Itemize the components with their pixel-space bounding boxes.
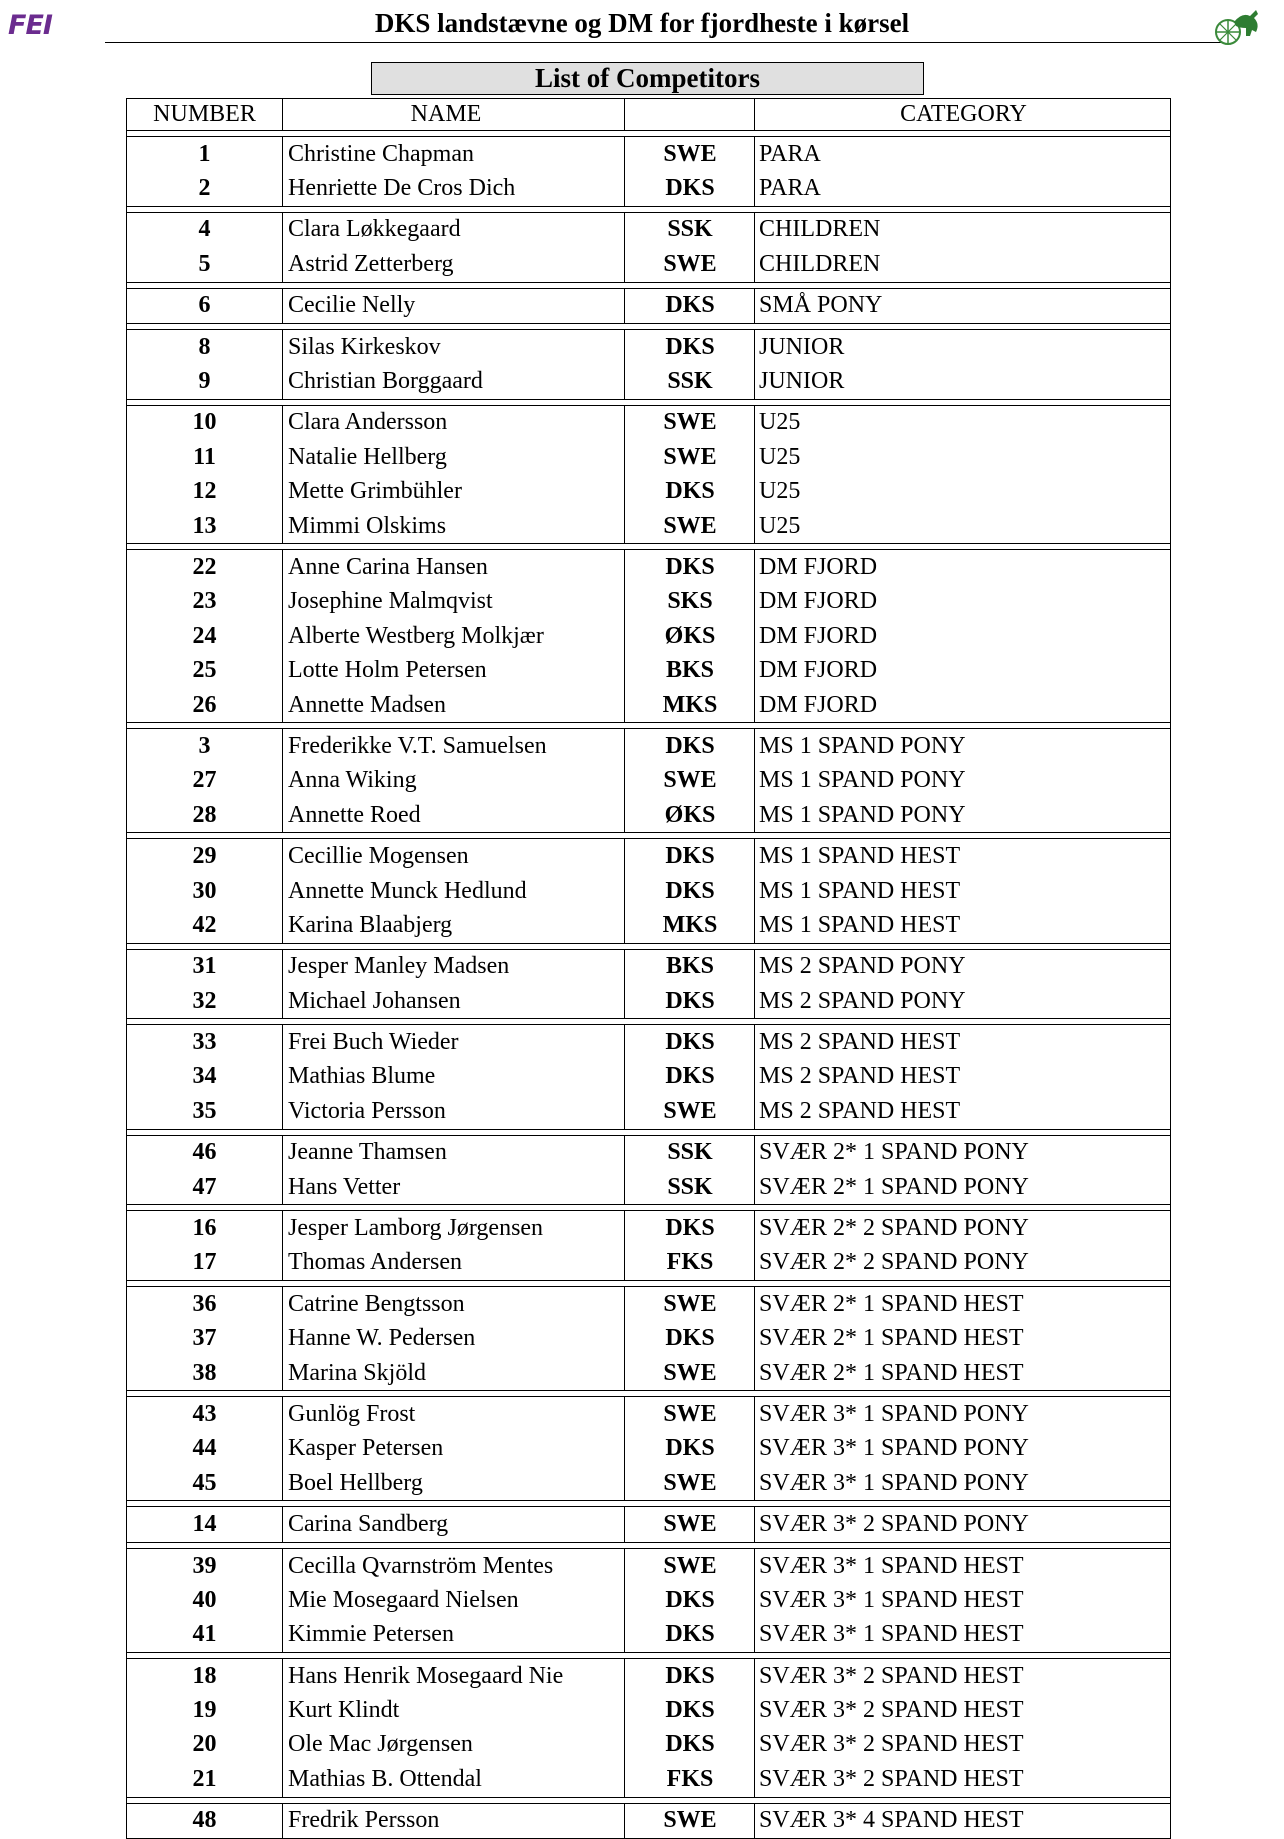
competitor-name: Alberte Westberg Molkjær bbox=[288, 622, 544, 649]
competitor-nation: DKS bbox=[665, 1697, 715, 1724]
competitor-number: 43 bbox=[192, 1400, 217, 1427]
competitor-groups bbox=[126, 131, 1171, 1839]
competitor-number: 11 bbox=[193, 443, 216, 470]
competitor-nation: DKS bbox=[665, 877, 715, 904]
competitor-number: 34 bbox=[192, 1063, 217, 1090]
competitor-number: 42 bbox=[192, 911, 217, 938]
competitor-nation: SWE bbox=[663, 1807, 717, 1834]
competitor-number: 9 bbox=[198, 368, 211, 395]
column-header-name: NAME bbox=[410, 101, 482, 127]
competitor-nation: DKS bbox=[665, 987, 715, 1014]
competitor-name: Jesper Manley Madsen bbox=[288, 953, 510, 980]
competitor-category: DM FJORD bbox=[759, 588, 878, 615]
competitor-name: Kasper Petersen bbox=[288, 1435, 444, 1462]
competitor-nation: DKS bbox=[665, 1731, 715, 1758]
table-row bbox=[127, 1549, 1170, 1583]
list-title: List of Competitors bbox=[371, 62, 924, 95]
table-row bbox=[127, 653, 1170, 687]
competitor-name: Marina Skjöld bbox=[288, 1359, 426, 1386]
table-row bbox=[127, 619, 1170, 653]
table-row bbox=[127, 364, 1170, 398]
competitor-category: SVÆR 3* 2 SPAND PONY bbox=[759, 1511, 1029, 1538]
competitor-name: Cecillie Mogensen bbox=[288, 843, 469, 870]
competitor-name: Boel Hellberg bbox=[288, 1469, 423, 1496]
competitor-nation: BKS bbox=[665, 953, 715, 980]
table-row bbox=[127, 137, 1170, 171]
competitor-name: Anne Carina Hansen bbox=[288, 553, 488, 580]
competitor-name: Hanne W. Pedersen bbox=[288, 1325, 476, 1352]
competitor-group bbox=[126, 1506, 1171, 1542]
table-row bbox=[127, 984, 1170, 1018]
table-row bbox=[127, 585, 1170, 619]
competitor-name: Frei Buch Wieder bbox=[288, 1029, 459, 1056]
competitor-nation: SWE bbox=[663, 140, 717, 167]
table-row bbox=[127, 1170, 1170, 1204]
competitor-category: SVÆR 2* 1 SPAND HEST bbox=[759, 1325, 1024, 1352]
competitor-group bbox=[126, 1803, 1171, 1839]
competitor-name: Lotte Holm Petersen bbox=[288, 657, 487, 684]
competitor-group bbox=[126, 1135, 1171, 1206]
table-row bbox=[127, 908, 1170, 942]
table-row bbox=[127, 289, 1170, 323]
competitor-nation: DKS bbox=[665, 1586, 715, 1613]
competitor-category: JUNIOR bbox=[759, 368, 845, 395]
competitor-number: 12 bbox=[192, 478, 217, 505]
competitor-category: DM FJORD bbox=[759, 622, 878, 649]
table-row bbox=[127, 798, 1170, 832]
competitor-name: Karina Blaabjerg bbox=[288, 911, 453, 938]
competitor-nation: DKS bbox=[665, 1063, 715, 1090]
table-row bbox=[127, 406, 1170, 440]
competitor-name: Mie Mosegaard Nielsen bbox=[288, 1586, 519, 1613]
competitor-nation: DKS bbox=[665, 1621, 715, 1648]
competitor-number: 23 bbox=[192, 588, 217, 615]
competitor-name: Henriette De Cros Dich bbox=[288, 175, 516, 202]
table-row bbox=[127, 1025, 1170, 1059]
competitor-number: 3 bbox=[198, 732, 211, 759]
competitor-number: 35 bbox=[192, 1097, 217, 1124]
table-row bbox=[127, 550, 1170, 584]
competitor-name: Hans Vetter bbox=[288, 1173, 401, 1200]
competitor-nation: DKS bbox=[665, 1215, 715, 1242]
competitor-number: 25 bbox=[192, 657, 217, 684]
competitor-category: U25 bbox=[759, 478, 801, 505]
competitor-number: 19 bbox=[192, 1697, 217, 1724]
competitor-nation: SSK bbox=[667, 1173, 713, 1200]
competitor-name: Christine Chapman bbox=[288, 140, 474, 167]
competitor-group bbox=[126, 1024, 1171, 1129]
competitor-number: 1 bbox=[198, 140, 211, 167]
competitor-category: SVÆR 3* 1 SPAND PONY bbox=[759, 1469, 1029, 1496]
column-header-nation bbox=[625, 99, 755, 130]
competitor-nation: DKS bbox=[665, 333, 715, 360]
table-row bbox=[127, 509, 1170, 543]
competitor-category: U25 bbox=[759, 443, 801, 470]
table-row bbox=[127, 1728, 1170, 1762]
competitor-nation: DKS bbox=[665, 553, 715, 580]
competitor-nation: ØKS bbox=[664, 622, 716, 649]
table-row bbox=[127, 171, 1170, 205]
competitor-number: 37 bbox=[192, 1325, 217, 1352]
table-row bbox=[127, 213, 1170, 247]
table-row bbox=[127, 475, 1170, 509]
competitor-category: MS 2 SPAND PONY bbox=[759, 953, 966, 980]
competitor-number: 13 bbox=[192, 512, 217, 539]
competitor-nation: DKS bbox=[665, 292, 715, 319]
competitor-name: Gunlög Frost bbox=[288, 1400, 416, 1427]
competitor-nation: SWE bbox=[663, 1097, 717, 1124]
competitor-category: SVÆR 2* 1 SPAND HEST bbox=[759, 1290, 1024, 1317]
table-row bbox=[127, 1397, 1170, 1431]
competitor-category: SVÆR 3* 1 SPAND HEST bbox=[759, 1586, 1024, 1613]
competitor-group bbox=[126, 549, 1171, 723]
competitor-category: U25 bbox=[759, 512, 801, 539]
table-row bbox=[127, 874, 1170, 908]
table-row bbox=[127, 1432, 1170, 1466]
competitor-category: JUNIOR bbox=[759, 333, 845, 360]
competitor-number: 16 bbox=[192, 1215, 217, 1242]
competitor-category: PARA bbox=[759, 175, 821, 202]
table-row bbox=[127, 440, 1170, 474]
table-row bbox=[127, 1322, 1170, 1356]
competitor-number: 48 bbox=[192, 1807, 217, 1834]
table-row bbox=[127, 1659, 1170, 1693]
table-row bbox=[127, 688, 1170, 722]
competitor-number: 28 bbox=[192, 801, 217, 828]
competitor-nation: DKS bbox=[665, 1662, 715, 1689]
competitor-number: 20 bbox=[192, 1731, 217, 1758]
competitor-group bbox=[126, 1658, 1171, 1798]
table-row bbox=[127, 1287, 1170, 1321]
competitor-category: SVÆR 2* 2 SPAND PONY bbox=[759, 1215, 1029, 1242]
competitor-name: Victoria Persson bbox=[288, 1097, 446, 1124]
competitor-category: DM FJORD bbox=[759, 657, 878, 684]
competitor-name: Mette Grimbühler bbox=[288, 478, 462, 505]
table-row bbox=[127, 330, 1170, 364]
competitor-name: Josephine Malmqvist bbox=[288, 588, 493, 615]
table-row bbox=[127, 839, 1170, 873]
competitor-nation: FKS bbox=[666, 1249, 714, 1276]
competitor-group bbox=[126, 1396, 1171, 1501]
competitor-nation: SWE bbox=[663, 767, 717, 794]
competitor-number: 40 bbox=[192, 1586, 217, 1613]
competitor-nation: DKS bbox=[665, 1029, 715, 1056]
competitor-nation: SWE bbox=[663, 443, 717, 470]
competitor-nation: DKS bbox=[665, 1435, 715, 1462]
competitor-number: 4 bbox=[198, 216, 211, 243]
competitor-category: MS 1 SPAND HEST bbox=[759, 911, 961, 938]
competitor-category: DM FJORD bbox=[759, 553, 878, 580]
competitor-name: Hans Henrik Mosegaard Nie bbox=[288, 1662, 564, 1689]
competitor-group bbox=[126, 949, 1171, 1020]
competitor-category: SVÆR 3* 4 SPAND HEST bbox=[759, 1807, 1024, 1834]
competitor-group bbox=[126, 1210, 1171, 1281]
table-row bbox=[127, 1762, 1170, 1796]
competitor-name: Frederikke V.T. Samuelsen bbox=[288, 732, 547, 759]
competitor-name: Astrid Zetterberg bbox=[288, 250, 454, 277]
competitor-category: SMÅ PONY bbox=[759, 292, 883, 319]
competitor-number: 18 bbox=[192, 1662, 217, 1689]
competitor-group bbox=[126, 212, 1171, 283]
table-row bbox=[127, 1466, 1170, 1500]
competitor-number: 36 bbox=[192, 1290, 217, 1317]
competitor-name: Mathias Blume bbox=[288, 1063, 436, 1090]
competitor-nation: MKS bbox=[662, 911, 718, 938]
competitor-number: 17 bbox=[192, 1249, 217, 1276]
competitor-name: Kimmie Petersen bbox=[288, 1621, 454, 1648]
competitor-category: SVÆR 2* 1 SPAND PONY bbox=[759, 1139, 1029, 1166]
table-row bbox=[127, 729, 1170, 763]
competitor-category: MS 2 SPAND HEST bbox=[759, 1097, 961, 1124]
column-header-number: NUMBER bbox=[153, 101, 256, 127]
competitor-group bbox=[126, 1286, 1171, 1391]
competitor-name: Cecilla Qvarnström Mentes bbox=[288, 1552, 554, 1579]
competitor-nation: SWE bbox=[663, 1290, 717, 1317]
competitor-category: SVÆR 3* 2 SPAND HEST bbox=[759, 1662, 1024, 1689]
competitor-number: 24 bbox=[192, 622, 217, 649]
competitor-number: 8 bbox=[198, 333, 211, 360]
competitor-nation: SKS bbox=[667, 588, 713, 615]
competitor-name: Michael Johansen bbox=[288, 987, 461, 1014]
table-row bbox=[127, 764, 1170, 798]
competitor-name: Thomas Andersen bbox=[288, 1249, 462, 1276]
competitor-category: SVÆR 3* 1 SPAND PONY bbox=[759, 1400, 1029, 1427]
column-header-category: CATEGORY bbox=[900, 101, 1027, 127]
competitor-nation: SWE bbox=[663, 1469, 717, 1496]
competitor-category: U25 bbox=[759, 409, 801, 436]
competitor-name: Cecilie Nelly bbox=[288, 292, 416, 319]
competitor-number: 27 bbox=[192, 767, 217, 794]
competitor-category: CHILDREN bbox=[759, 250, 881, 277]
competitor-group bbox=[126, 838, 1171, 943]
competitor-group bbox=[126, 728, 1171, 833]
competitor-nation: BKS bbox=[665, 657, 715, 684]
competitor-name: Anna Wiking bbox=[288, 767, 417, 794]
competitor-nation: SWE bbox=[663, 409, 717, 436]
competitor-nation: DKS bbox=[665, 478, 715, 505]
competitor-group bbox=[126, 1548, 1171, 1653]
competitor-number: 26 bbox=[192, 691, 217, 718]
competitor-nation: DKS bbox=[665, 1325, 715, 1352]
competitor-category: SVÆR 3* 2 SPAND HEST bbox=[759, 1697, 1024, 1724]
competitor-category: SVÆR 2* 1 SPAND PONY bbox=[759, 1173, 1029, 1200]
competitor-nation: SWE bbox=[663, 1511, 717, 1538]
competitor-group bbox=[126, 288, 1171, 324]
table-row bbox=[127, 1356, 1170, 1390]
competitor-nation: SWE bbox=[663, 250, 717, 277]
table-row bbox=[127, 1583, 1170, 1617]
competitor-number: 32 bbox=[192, 987, 217, 1014]
competitor-category: SVÆR 3* 2 SPAND HEST bbox=[759, 1731, 1024, 1758]
competitor-name: Clara Andersson bbox=[288, 409, 448, 436]
table-row bbox=[127, 1136, 1170, 1170]
horse-carriage-logo-icon bbox=[1212, 2, 1266, 46]
header-divider bbox=[105, 42, 1221, 43]
competitor-number: 10 bbox=[192, 409, 217, 436]
competitor-name: Clara Løkkegaard bbox=[288, 216, 461, 243]
competitor-name: Catrine Bengtsson bbox=[288, 1290, 465, 1317]
competitor-number: 6 bbox=[198, 292, 211, 319]
competitor-number: 22 bbox=[192, 553, 217, 580]
competitor-category: DM FJORD bbox=[759, 691, 878, 718]
competitor-name: Silas Kirkeskov bbox=[288, 333, 441, 360]
competitor-category: MS 2 SPAND HEST bbox=[759, 1063, 961, 1090]
table-row bbox=[127, 1507, 1170, 1541]
competitor-category: MS 2 SPAND HEST bbox=[759, 1029, 961, 1056]
table-row bbox=[127, 1246, 1170, 1280]
competitor-nation: SWE bbox=[663, 1552, 717, 1579]
competitor-number: 47 bbox=[192, 1173, 217, 1200]
competitor-number: 30 bbox=[192, 877, 217, 904]
competitor-category: SVÆR 3* 1 SPAND HEST bbox=[759, 1552, 1024, 1579]
competitor-number: 14 bbox=[192, 1511, 217, 1538]
competitor-number: 39 bbox=[192, 1552, 217, 1579]
competitor-category: SVÆR 3* 1 SPAND HEST bbox=[759, 1621, 1024, 1648]
competitor-category: MS 1 SPAND HEST bbox=[759, 877, 961, 904]
competitor-category: MS 1 SPAND PONY bbox=[759, 732, 966, 759]
competitor-category: SVÆR 3* 1 SPAND PONY bbox=[759, 1435, 1029, 1462]
competitor-nation: FKS bbox=[666, 1765, 714, 1792]
competitor-nation: DKS bbox=[665, 732, 715, 759]
table-row bbox=[127, 1060, 1170, 1094]
competitor-category: MS 2 SPAND PONY bbox=[759, 987, 966, 1014]
competitor-nation: SSK bbox=[667, 1139, 713, 1166]
competitor-nation: DKS bbox=[665, 175, 715, 202]
competitor-nation: DKS bbox=[665, 843, 715, 870]
competitor-group bbox=[126, 405, 1171, 545]
competitor-name: Annette Roed bbox=[288, 801, 421, 828]
table-row bbox=[127, 247, 1170, 281]
competitor-category: CHILDREN bbox=[759, 216, 881, 243]
competitor-nation: SSK bbox=[667, 368, 713, 395]
competitor-name: Carina Sandberg bbox=[288, 1511, 449, 1538]
competitor-nation: SWE bbox=[663, 512, 717, 539]
competitor-group bbox=[126, 329, 1171, 400]
table-header-row bbox=[126, 98, 1171, 131]
table-row bbox=[127, 1211, 1170, 1245]
competitor-nation: ØKS bbox=[664, 801, 716, 828]
competitor-number: 46 bbox=[192, 1139, 217, 1166]
table-row bbox=[127, 1094, 1170, 1128]
competitor-name: Christian Borggaard bbox=[288, 368, 483, 395]
competitor-category: SVÆR 2* 2 SPAND PONY bbox=[759, 1249, 1029, 1276]
competitor-name: Jeanne Thamsen bbox=[288, 1139, 447, 1166]
competitor-number: 2 bbox=[198, 175, 211, 202]
competitor-number: 29 bbox=[192, 843, 217, 870]
table-row bbox=[127, 1618, 1170, 1652]
competitor-number: 44 bbox=[192, 1435, 217, 1462]
competitor-name: Mathias B. Ottendal bbox=[288, 1765, 482, 1792]
competitor-category: MS 1 SPAND PONY bbox=[759, 801, 966, 828]
competitor-number: 38 bbox=[192, 1359, 217, 1386]
page-header bbox=[0, 0, 1284, 46]
competitor-name: Kurt Klindt bbox=[288, 1697, 400, 1724]
competitor-nation: MKS bbox=[662, 691, 718, 718]
competitor-number: 33 bbox=[192, 1029, 217, 1056]
competitor-name: Annette Madsen bbox=[288, 691, 446, 718]
competitor-category: PARA bbox=[759, 140, 821, 167]
competitor-nation: SWE bbox=[663, 1359, 717, 1386]
table-row bbox=[127, 950, 1170, 984]
competitor-category: MS 1 SPAND HEST bbox=[759, 843, 961, 870]
page-title: DKS landstævne og DM for fjordheste i kørsel bbox=[374, 8, 910, 38]
competitor-nation: SSK bbox=[667, 216, 713, 243]
competitor-number: 45 bbox=[192, 1469, 217, 1496]
competitor-name: Annette Munck Hedlund bbox=[288, 877, 527, 904]
competitor-number: 31 bbox=[192, 953, 217, 980]
competitor-nation: SWE bbox=[663, 1400, 717, 1427]
competitor-name: Mimmi Olskims bbox=[288, 512, 447, 539]
table-row bbox=[127, 1693, 1170, 1727]
competitor-name: Fredrik Persson bbox=[288, 1807, 440, 1834]
competitor-number: 5 bbox=[198, 250, 211, 277]
competitor-category: MS 1 SPAND PONY bbox=[759, 767, 966, 794]
competitor-number: 21 bbox=[192, 1765, 217, 1792]
competitor-category: SVÆR 3* 2 SPAND HEST bbox=[759, 1765, 1024, 1792]
competitor-name: Jesper Lamborg Jørgensen bbox=[288, 1215, 544, 1242]
competitor-name: Ole Mac Jørgensen bbox=[288, 1731, 473, 1758]
competitor-name: Natalie Hellberg bbox=[288, 443, 447, 470]
competitor-group bbox=[126, 136, 1171, 207]
fei-logo: FEI bbox=[8, 10, 52, 41]
competitor-category: SVÆR 2* 1 SPAND HEST bbox=[759, 1359, 1024, 1386]
competitor-table bbox=[126, 98, 1171, 1839]
competitor-number: 41 bbox=[192, 1621, 217, 1648]
